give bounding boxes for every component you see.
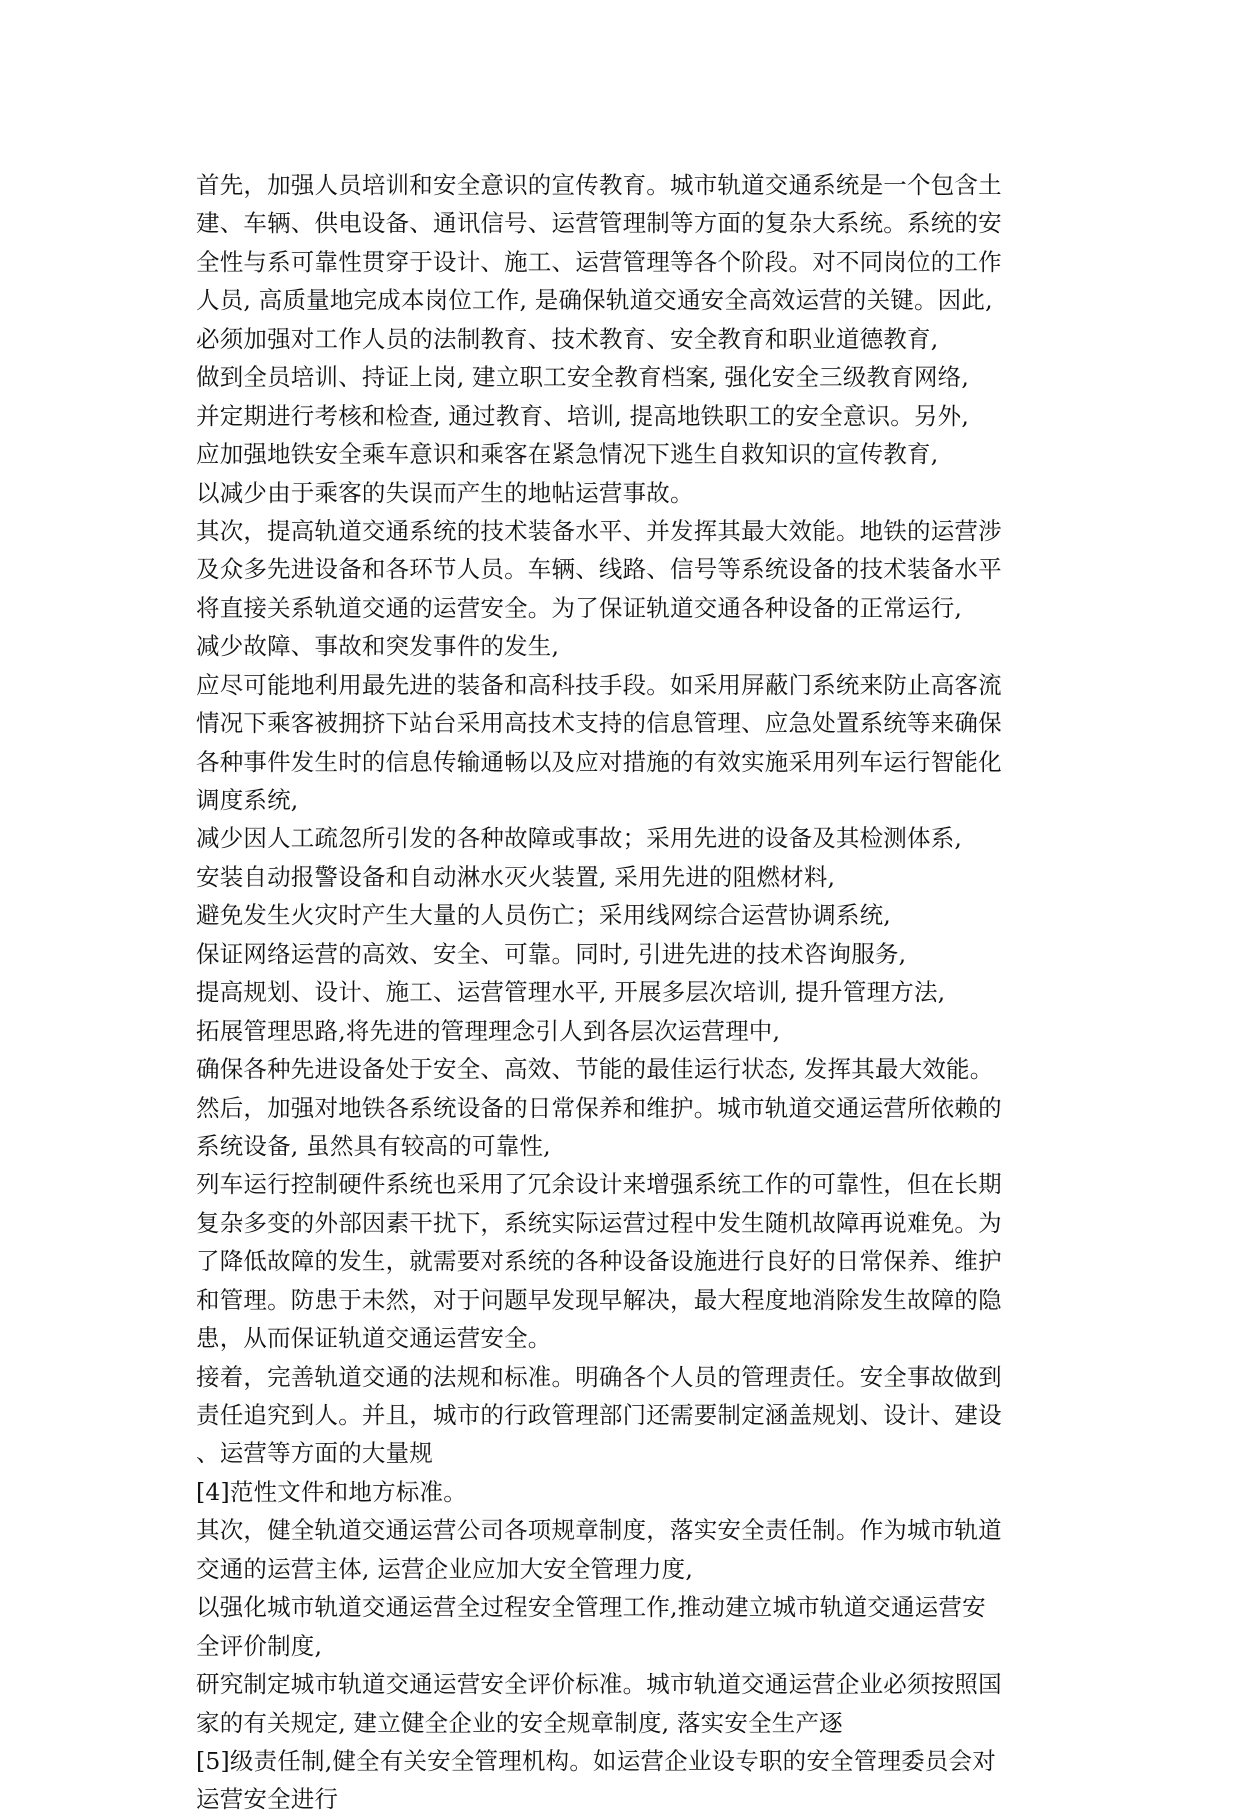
text-line: 运营安全进行	[196, 1785, 339, 1814]
text-line: 系统设备, 虽然具有较高的可靠性,	[196, 1131, 551, 1160]
text-line: 和管理。防患于未然，对于问题早发现早解决，最大程度地消除发生故障的隐	[196, 1285, 1002, 1314]
text-line: 以减少由于乘客的失误而产生的地帖运营事故。	[196, 478, 694, 507]
text-line: 减少因人工疏忽所引发的各种故障或事故；采用先进的设备及其检测体系,	[196, 824, 963, 853]
text-line: 拓展管理思路,将先进的管理理念引人到各层次运营理中,	[196, 1016, 781, 1045]
text-line: 复杂多变的外部因素干扰下，系统实际运营过程中发生随机故障再说难免。为	[196, 1208, 1002, 1237]
text-line: 减少故障、事故和突发事件的发生,	[196, 632, 560, 661]
text-line: 全评价制度,	[196, 1631, 323, 1660]
text-line: 保证网络运营的高效、安全、可靠。同时, 引进先进的技术咨询服务,	[196, 939, 907, 968]
text-line: 然后，加强对地铁各系统设备的日常保养和维护。城市轨道交通运营所依赖的	[196, 1093, 1002, 1122]
text-line: 接着，完善轨道交通的法规和标准。明确各个人员的管理责任。安全事故做到	[196, 1362, 1002, 1391]
text-line: [4]范性文件和地方标准。	[196, 1477, 467, 1506]
text-line: 研究制定城市轨道交通运营安全评价标准。城市轨道交通运营企业必须按照国	[196, 1670, 1002, 1699]
text-line: 情况下乘客被拥挤下站台采用高技术支持的信息管理、应急处置系统等来确保	[196, 709, 1002, 738]
text-line: 列车运行控制硬件系统也采用了冗余设计来增强系统工作的可靠性，但在长期	[196, 1170, 1002, 1199]
text-line: 将直接关系轨道交通的运营安全。为了保证轨道交通各种设备的正常运行,	[196, 593, 963, 622]
text-line: 其次，健全轨道交通运营公司各项规章制度，落实安全责任制。作为城市轨道	[196, 1516, 1002, 1545]
text-line: 提高规划、设计、施工、运营管理水平, 开展多层次培训, 提升管理方法,	[196, 978, 946, 1007]
body-text	[196, 166, 1056, 1819]
text-line: 以强化城市轨道交通运营全过程安全管理工作,推动建立城市轨道交通运营安	[196, 1593, 986, 1622]
text-line: 交通的运营主体, 运营企业应加大安全管理力度,	[196, 1554, 694, 1583]
text-line: 必须加强对工作人员的法制教育、技术教育、安全教育和职业道德教育,	[196, 324, 939, 353]
text-line: 避免发生火灾时产生大量的人员伤亡；采用线网综合运营协调系统,	[196, 901, 891, 930]
text-line: 其次，提高轨道交通系统的技术装备水平、并发挥其最大效能。地铁的运营涉	[196, 516, 1002, 545]
text-line: 安装自动报警设备和自动淋水灭火装置, 采用先进的阻燃材料,	[196, 862, 836, 891]
text-line: 做到全员培训、持证上岗, 建立职工安全教育档案, 强化安全三级教育网络,	[196, 363, 970, 392]
text-line: 首先，加强人员培训和安全意识的宣传教育。城市轨道交通系统是一个包含土	[196, 171, 1002, 199]
text-line: 患，从而保证轨道交通运营安全。	[196, 1324, 552, 1353]
text-line: 应尽可能地利用最先进的装备和高科技手段。如采用屏蔽门系统来防止高客流	[196, 670, 1002, 699]
text-line: 及众多先进设备和各环节人员。车辆、线路、信号等系统设备的技术装备水平	[196, 555, 1002, 584]
text-line: 并定期进行考核和检查, 通过教育、培训, 提高地铁职工的安全意识。另外,	[196, 401, 970, 430]
text-line: 家的有关规定, 建立健全企业的安全规章制度, 落实安全生产逐	[196, 1708, 843, 1737]
text-line: 了降低故障的发生，就需要对系统的各种设备设施进行良好的日常保养、维护	[196, 1247, 1002, 1276]
text-line: 应加强地铁安全乘车意识和乘客在紧急情况下逃生自救知识的宣传教育,	[196, 440, 939, 469]
text-line: 调度系统,	[196, 786, 299, 814]
text-line: 各种事件发生时的信息传输通畅以及应对措施的有效实施采用列车运行智能化	[196, 747, 1002, 776]
text-line: [5]级责任制,健全有关安全管理机构。如运营企业设专职的安全管理委员会对	[196, 1746, 996, 1775]
text-line: 确保各种先进设备处于安全、高效、节能的最佳运行状态, 发挥其最大效能。	[196, 1055, 994, 1084]
text-line: 人员, 高质量地完成本岗位工作, 是确保轨道交通安全高效运营的关键。因此,	[196, 286, 993, 315]
text-line: 、运营等方面的大量规	[196, 1439, 433, 1468]
text-line: 建、车辆、供电设备、通讯信号、运营管理制等方面的复杂大系统。系统的安	[196, 209, 1002, 238]
text-line: 责任追究到人。并且，城市的行政管理部门还需要制定涵盖规划、设计、建设	[196, 1401, 1002, 1429]
text-line: 全性与系可靠性贯穿于设计、施工、运营管理等各个阶段。对不同岗位的工作	[196, 247, 1002, 276]
